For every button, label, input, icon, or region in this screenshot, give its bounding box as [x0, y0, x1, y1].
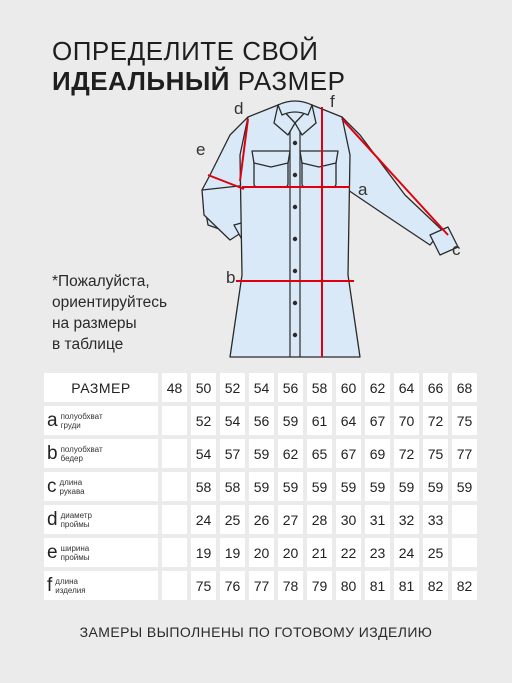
value-cell: 59	[307, 472, 332, 501]
param-cell	[44, 472, 158, 501]
note-line: ориентируйтесь	[52, 294, 168, 311]
value-cell: 20	[278, 538, 303, 567]
title-line-2	[52, 66, 345, 97]
label-a: a	[358, 180, 368, 199]
shirt-illustration	[190, 95, 480, 370]
param-name-line: длина	[55, 576, 78, 586]
value-cell: 59	[249, 439, 274, 468]
value-cell: 19	[220, 538, 245, 567]
label-b: b	[226, 268, 236, 287]
value-cell: 80	[336, 571, 361, 600]
value-cell: 59	[249, 472, 274, 501]
value-cell: 52	[191, 406, 216, 435]
size-col: 68	[452, 373, 477, 402]
value-cell: 79	[307, 571, 332, 600]
param-cell	[44, 505, 158, 534]
param-cell	[44, 439, 158, 468]
value-cell: 33	[423, 505, 448, 534]
value-cell	[162, 505, 187, 534]
size-note	[52, 271, 167, 355]
size-col: 56	[278, 373, 303, 402]
size-table	[44, 373, 481, 604]
value-cell: 62	[278, 439, 303, 468]
param-name-line: рукава	[59, 486, 85, 496]
value-cell: 59	[423, 472, 448, 501]
value-cell: 54	[191, 439, 216, 468]
table-row	[44, 538, 481, 567]
size-col: 50	[191, 373, 216, 402]
value-cell: 72	[423, 406, 448, 435]
value-cell	[162, 439, 187, 468]
size-col: 60	[336, 373, 361, 402]
value-cell: 59	[394, 472, 419, 501]
value-cell: 61	[307, 406, 332, 435]
param-name-line: ширина	[60, 543, 90, 553]
value-cell: 26	[249, 505, 274, 534]
param-name	[61, 412, 103, 430]
size-col: 66	[423, 373, 448, 402]
value-cell: 20	[249, 538, 274, 567]
value-cell: 58	[220, 472, 245, 501]
param-cell	[44, 406, 158, 435]
value-cell: 59	[452, 472, 477, 501]
param-cell	[44, 538, 158, 567]
table-row	[44, 472, 481, 501]
value-cell: 75	[423, 439, 448, 468]
label-e: e	[196, 140, 206, 159]
value-cell: 59	[365, 472, 390, 501]
value-cell: 57	[220, 439, 245, 468]
header-size: РАЗМЕР	[44, 373, 158, 402]
value-cell: 81	[365, 571, 390, 600]
value-cell: 82	[423, 571, 448, 600]
value-cell	[162, 406, 187, 435]
note-line: на размеры	[52, 315, 137, 332]
param-letter: d	[47, 509, 58, 530]
param-name	[60, 478, 85, 496]
value-cell: 59	[278, 472, 303, 501]
value-cell: 32	[394, 505, 419, 534]
value-cell: 72	[394, 439, 419, 468]
param-name-line: диаметр	[60, 510, 92, 520]
size-col: 52	[220, 373, 245, 402]
value-cell: 27	[278, 505, 303, 534]
table-row	[44, 439, 481, 468]
param-name-line: полуобхват	[60, 444, 103, 454]
label-c: c	[452, 240, 461, 259]
param-letter: e	[47, 542, 58, 563]
table-row	[44, 571, 481, 600]
value-cell: 81	[394, 571, 419, 600]
size-col: 58	[307, 373, 332, 402]
param-name-line: проймы	[60, 552, 90, 562]
param-name-line: полуобхват	[60, 411, 103, 421]
value-cell: 82	[452, 571, 477, 600]
value-cell: 69	[365, 439, 390, 468]
value-cell	[452, 505, 477, 534]
value-cell: 67	[365, 406, 390, 435]
param-letter: c	[47, 476, 57, 497]
table-row	[44, 406, 481, 435]
value-cell	[452, 538, 477, 567]
value-cell: 22	[336, 538, 361, 567]
title-bold-word: ИДЕАЛЬНЫЙ	[52, 66, 230, 96]
table-header-row	[44, 373, 481, 402]
value-cell: 56	[249, 406, 274, 435]
param-letter: a	[47, 410, 58, 431]
title-rest: РАЗМЕР	[230, 66, 346, 96]
param-name-line: проймы	[60, 519, 90, 529]
value-cell: 77	[452, 439, 477, 468]
value-cell: 24	[191, 505, 216, 534]
param-letter: b	[47, 443, 58, 464]
param-name	[61, 445, 103, 463]
value-cell: 59	[336, 472, 361, 501]
value-cell: 19	[191, 538, 216, 567]
param-letter: f	[47, 575, 53, 596]
value-cell: 58	[191, 472, 216, 501]
param-name	[61, 544, 90, 562]
value-cell: 54	[220, 406, 245, 435]
label-f: f	[330, 92, 335, 111]
value-cell: 67	[336, 439, 361, 468]
value-cell: 75	[452, 406, 477, 435]
value-cell: 64	[336, 406, 361, 435]
param-name	[61, 511, 92, 529]
value-cell: 25	[423, 538, 448, 567]
size-col: 48	[162, 373, 187, 402]
value-cell: 65	[307, 439, 332, 468]
value-cell: 31	[365, 505, 390, 534]
note-line: в таблице	[52, 336, 124, 353]
value-cell: 23	[365, 538, 390, 567]
table-row	[44, 505, 481, 534]
value-cell: 78	[278, 571, 303, 600]
size-col: 62	[365, 373, 390, 402]
footer-note: ЗАМЕРЫ ВЫПОЛНЕНЫ ПО ГОТОВОМУ ИЗДЕЛИЮ	[79, 624, 433, 640]
value-cell: 21	[307, 538, 332, 567]
param-cell	[44, 571, 158, 600]
size-col: 64	[394, 373, 419, 402]
param-name-line: бедер	[60, 453, 83, 463]
value-cell: 28	[307, 505, 332, 534]
note-line: *Пожалуйста,	[52, 273, 150, 290]
value-cell: 24	[394, 538, 419, 567]
value-cell: 76	[220, 571, 245, 600]
title-line-1: ОПРЕДЕЛИТЕ СВОЙ	[52, 36, 319, 66]
param-name	[55, 577, 85, 595]
param-name-line: длина	[59, 477, 83, 487]
value-cell: 77	[249, 571, 274, 600]
value-cell: 70	[394, 406, 419, 435]
value-cell: 30	[336, 505, 361, 534]
value-cell	[162, 538, 187, 567]
value-cell	[162, 571, 187, 600]
value-cell	[162, 472, 187, 501]
label-d: d	[234, 99, 244, 118]
value-cell: 75	[191, 571, 216, 600]
param-name-line: груди	[60, 420, 81, 430]
param-name-line: изделия	[55, 585, 86, 595]
value-cell: 59	[278, 406, 303, 435]
value-cell: 25	[220, 505, 245, 534]
size-col: 54	[249, 373, 274, 402]
